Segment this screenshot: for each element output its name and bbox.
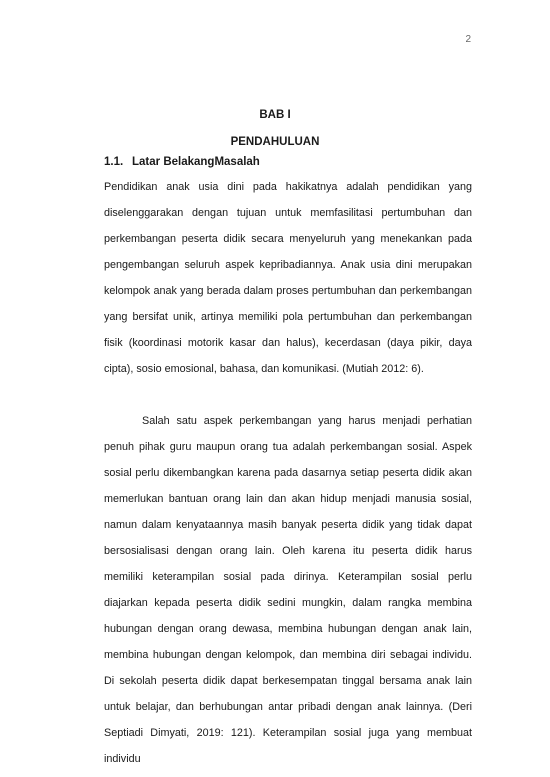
page-number: 2 <box>465 34 471 45</box>
chapter-title: PENDAHULUAN <box>230 136 320 148</box>
paragraph-1: Pendidikan anak usia dini pada hakikatnya adalah pendidikan yang diselenggarakan dengan tujuan untuk memfasilitasi pertumbuhan dan perkembangan peserta didik secara menyeluruh yang menekankan pada pengembangan seluruh aspek kepribadiannya. Anak usia dini merupakan kelompok anak yang berada dalam proses pertumbuhan dan perkembangan yang bersifat unik, artinya memiliki pola pertumbuhan dan perkembangan fisik (koordinasi motorik kasar dan halus), kecerdasan (daya pikir, daya cipta), sosio emosional, bahasa, dan komunikasi. (Mutiah 2012: 6). <box>104 181 472 375</box>
paragraph-2: Salah satu aspek perkembangan yang harus menjadi perhatian penuh pihak guru maupun orang tua adalah perkembangan sosial. Aspek sosial perlu dikembangkan karena pada dasarnya setiap peserta didik akan memerlukan bantuan orang lain dan akan hidup menjadi manusia sosial, namun dalam kenyataannya masih banyak peserta didik yang tidak dapat bersosialisasi dengan orang lain. Oleh karena itu peserta didik harus memiliki keterampilan sosial pada dirinya. Keterampilan sosial perlu diajarkan kepada peserta didik sedini mungkin, dalam rangka membina hubungan dengan orang dewasa, membina hubungan dengan anak lain, membina hubungan dengan kelompok, dan membina diri sebagai individu. Di sekolah peserta didik dapat berkesempatan tinggal bersama anak lain untuk belajar, dan berhubungan antar pribadi dengan anak lainnya. (Deri Septiadi Dimyati, 2019: 121). Keterampilan sosial juga yang membuat individu <box>104 415 472 765</box>
section-number: 1.1. <box>104 156 124 168</box>
chapter-label: BAB I <box>259 109 291 121</box>
section-heading <box>104 156 260 168</box>
section-title: Latar BelakangMasalah <box>132 156 260 168</box>
